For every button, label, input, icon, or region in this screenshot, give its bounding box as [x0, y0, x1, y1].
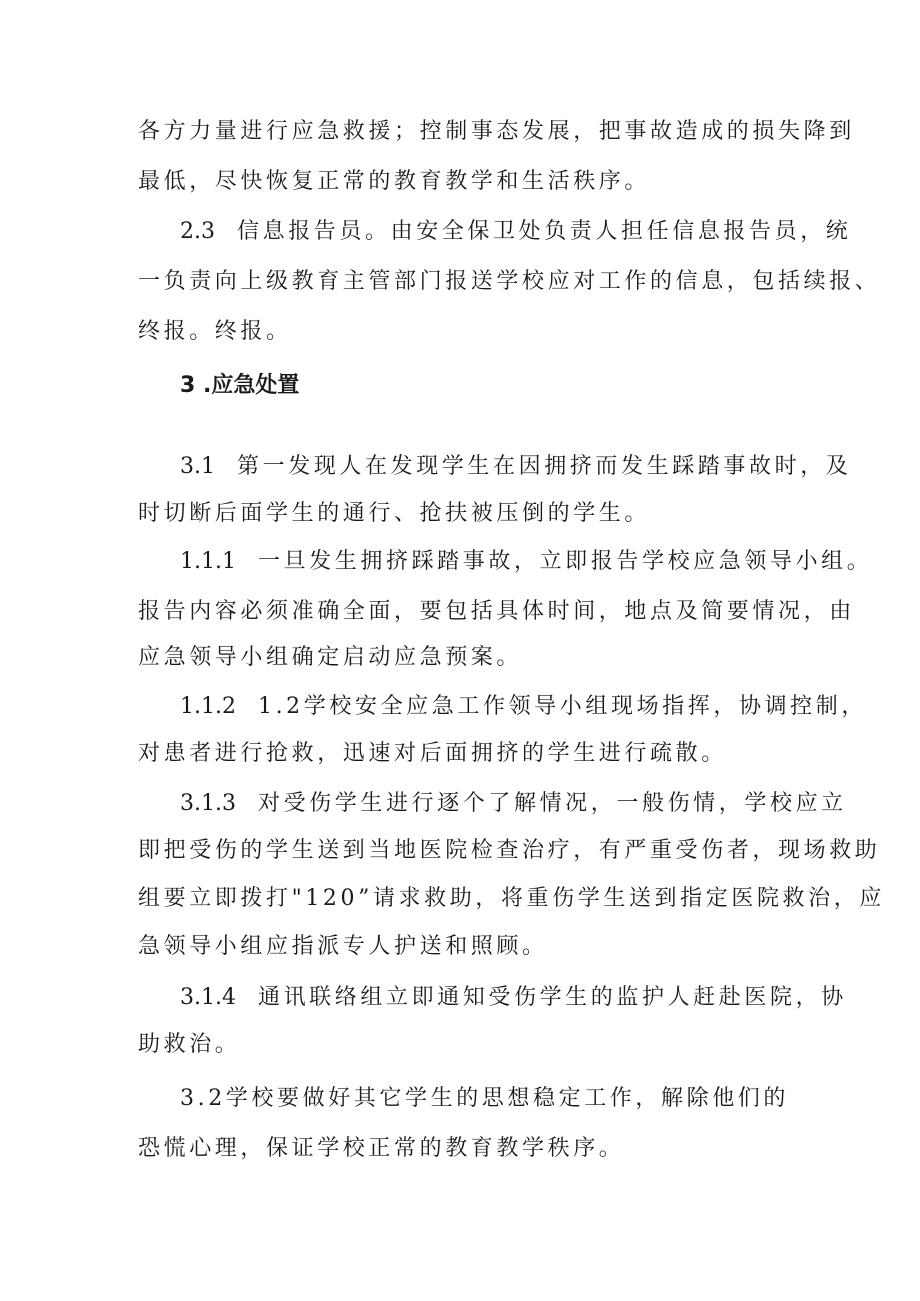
paragraph-3-1-3 [180, 789, 847, 819]
paragraph-text: 1.2学校安全应急工作领导小组现场指挥，协调控制， [257, 694, 867, 719]
text-line: 应急领导小组确定启动应急预案。 [138, 645, 523, 670]
paragraph-3-1 [180, 452, 851, 482]
text-line: 助救治。 [138, 1032, 241, 1057]
text-line: 即把受伤的学生送到当地医院检查治疗，有严重受伤者，现场救助 [138, 838, 881, 863]
text-line: 报告内容必须准确全面，要包括具体时间，地点及简要情况，由 [138, 599, 855, 624]
paragraph-3-2: 3.2学校要做好其它学生的思想稳定工作，解除他们的 [180, 1086, 789, 1111]
paragraph-text: 通讯联络组立即通知受伤学生的监护人赶赴医院，协 [257, 985, 847, 1010]
text-line: 恐慌心理，保证学校正常的教育教学秩序。 [138, 1136, 625, 1161]
text-line: 对患者进行抢救，迅速对后面拥挤的学生进行疏散。 [138, 741, 727, 766]
text-line: 最低，尽快恢复正常的教育教学和生活秩序。 [138, 169, 651, 194]
text-line: 一负责向上级教育主管部门报送学校应对工作的信息，包括续报、 [138, 269, 881, 294]
text-line: 急领导小组应指派专人护送和照顾。 [138, 934, 548, 959]
paragraph-text: 一旦发生拥挤踩踏事故，立即报告学校应急领导小组。 [257, 549, 873, 574]
section-heading: 3 .应急处置 [180, 373, 300, 398]
paragraph-text: 对受伤学生进行逐个了解情况，一般伤情，学校应立 [257, 791, 847, 816]
text-line: 终报。终报。 [138, 319, 292, 344]
paragraph-1-1-2 [180, 692, 867, 722]
paragraph-1-1-1 [180, 547, 872, 577]
paragraph-2-3 [180, 217, 851, 247]
text-line: 各方力量进行应急救援；控制事态发展，把事故造成的损失降到 [138, 119, 855, 144]
text-line: 时切断后面学生的通行、抢扶被压倒的学生。 [138, 501, 651, 526]
paragraph-number: 3.1 [180, 454, 215, 479]
paragraph-number: 2.3 [180, 219, 215, 244]
paragraph-text: 第一发现人在发现学生在因拥挤而发生踩踏事故时，及 [237, 454, 852, 479]
paragraph-text: 信息报告员。由安全保卫处负责人担任信息报告员，统 [237, 219, 852, 244]
paragraph-number: 1.1.2 [180, 694, 236, 719]
paragraph-number: 3.1.3 [180, 791, 236, 816]
text-line: 组要立即拨打"120”请求救助，将重伤学生送到指定医院救治，应 [138, 886, 885, 911]
paragraph-3-1-4 [180, 983, 847, 1013]
paragraph-number: 3.1.4 [180, 985, 236, 1010]
paragraph-number: 1.1.1 [180, 549, 236, 574]
